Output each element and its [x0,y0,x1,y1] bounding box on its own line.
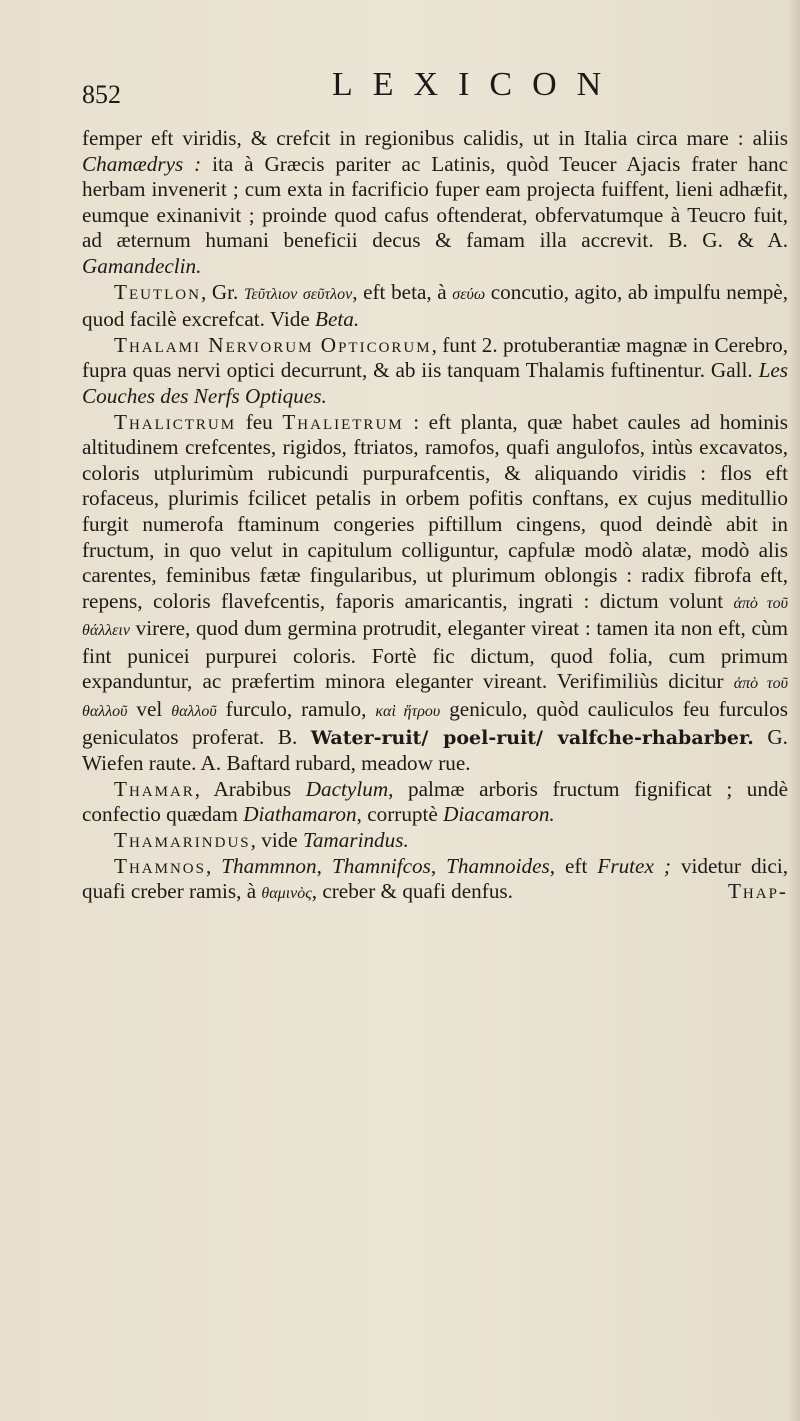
page-header [82,66,772,109]
entry-thamar: Thamar, Arabibus Dactylum, palmæ arboris fructum fignificat ; undè confectio quædam Diathamaron, corruptè Diacamaron. [82,776,788,827]
lexicon-body [82,126,788,907]
headword: Thalictrum [114,409,237,434]
running-title: LEXICON [332,66,622,103]
catchword: Thap- [727,879,788,904]
entry-continuation: femper eft viridis, & crefcit in regionibus calidis, ut in Italia circa mare : aliis Chamædrys : ita à Græcis pariter ac Latinis, quòd Teucer Ajacis frater hanc herbam invenerit ; cum exta in facrificio fuper eam projecta fuiffent, lieni adhæfit, eumque exinanivit ; proinde quod cafus oftenderat, obfervatumque à Teucro fuit, ad æternum humani beneficii decus & famam illa accrevit. B. G. & A. Gamandeclin. [82,126,789,278]
entry-thamnos: Thamnos, Thammnon, Thamnifcos, Thamnoides, eft Frutex ; videtur dici, quafi creber ramis, à θαμινὸς, creber & quafi denfus. Thap- [82,853,789,904]
entry-thalami: Thalami Nervorum Opticorum, funt 2. protuberantiæ magnæ in Cerebro, fupra quas nervi optici decurrunt, & ab iis tanquam Thalamis fuftinentur. Gall. Les Couches des Nerfs Optiques. [82,332,789,408]
entry-teutlon: Teutlon, Gr. Τεῦτλιον σεῦτλον, eft beta, à σεύω concutio, agito, ab impulfu nempè, quod facilè excrefcat. Vide Beta. [82,279,789,332]
headword: Teutlon [114,279,201,304]
headword: Thamar [114,776,195,801]
blackletter-dutch: Water-ruit/ poel-ruit/ valfche-rhabarber. [310,726,754,749]
headword: Thamnos [114,853,206,878]
entry-thamarindus: Thamarindus, vide Tamarindus. [114,828,409,853]
page-edge-shadow [788,0,800,1421]
entry-thalictrum: Thalictrum feu Thalietrum : eft planta, quæ habet caules ad hominis altitudinem crefcentes, rigidos, ftriatos, ramofos, quafi angulofos, intùs excavatos, coloris utplurimùm rubicundi purpurafcentis, & aliquando viridis : flos eft rofaceus, plurimis fcilicet petalis in orbem pofitis conftans, ex cujus meditullio furgit numerofa ftaminum congeries piftillum cingens, quod deindè abit in fructum, in quo velut in capitulum colliguntur, capfulæ modò alatæ, modò alis carentes, feminibus fætæ fingularibus, ut plurimum oblongis : radix fibrofa eft, repens, coloris flavefcentis, faporis amaricantis, ingrati : dictum volunt ἀπὸ τοῦ θάλλειν virere, quod dum germina protrudit, eleganter vireat : tamen ita non eft, cùm fint punicei purpurei coloris. Fortè fic dictum, quod folia, cum primum expanduntur, ac præfertim minora eleganter vireant. Verifimiliùs dicitur ἀπὸ τοῦ θαλλοῦ vel θαλλοῦ furculo, ramulo, καὶ ἥτρου geniculo, quòd cauliculos feu furculos geniculatos proferat. B. Water-ruit/ poel-ruit/ valfche-rhabarber. G. Wiefen raute. A. Baftard rubard, meadow rue. [82,409,789,776]
page-number: 852 [82,80,121,109]
headword: Thamarindus [114,828,251,853]
headword: Thalami Nervorum Opticorum [114,332,432,357]
